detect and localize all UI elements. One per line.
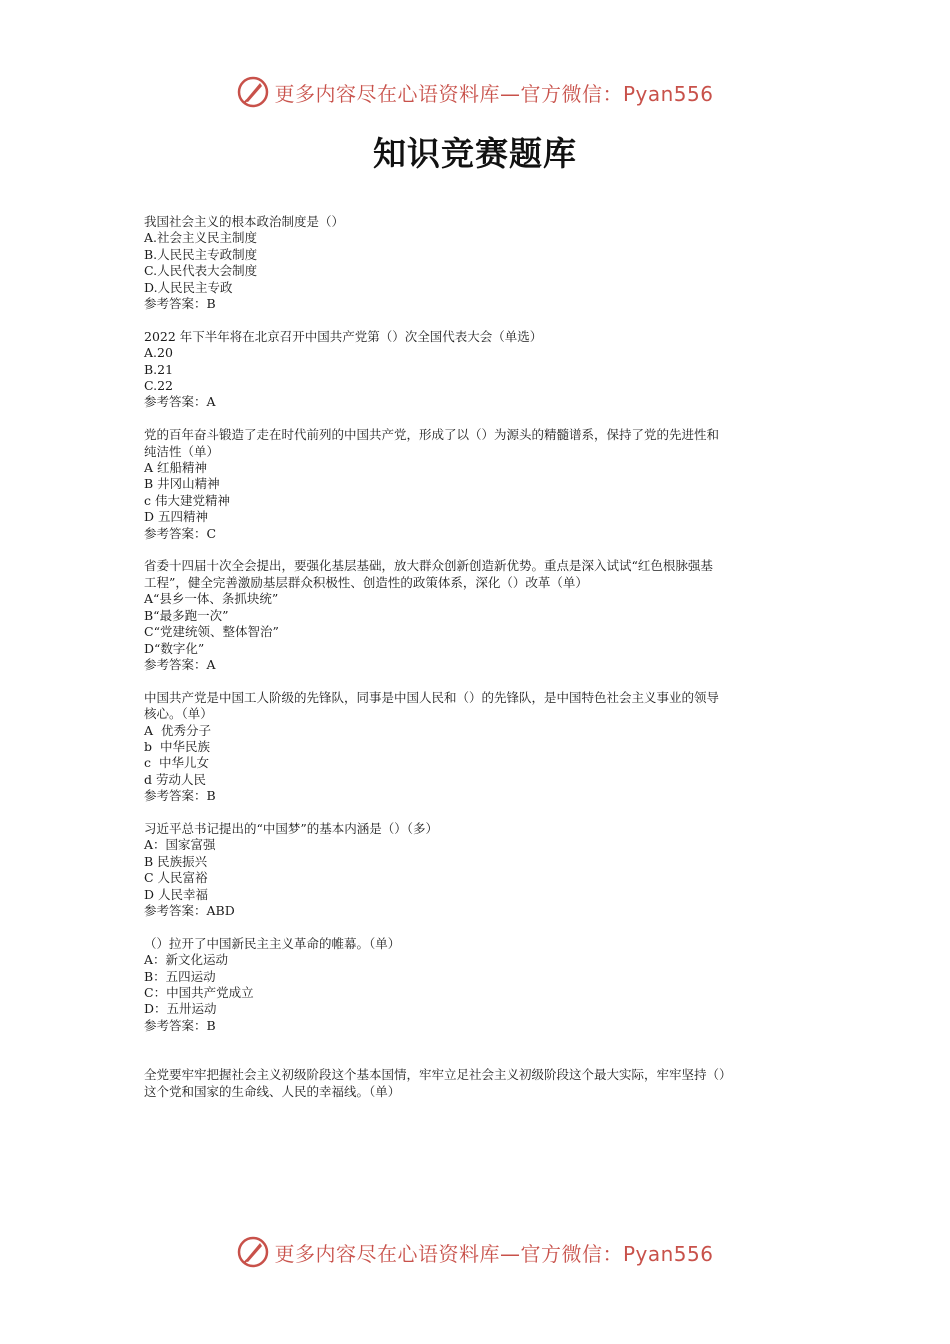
question-line: B 井冈山精神 — [144, 476, 220, 492]
answer-line: 参考答案：B — [144, 788, 216, 804]
question-line: 这个党和国家的生命线、人民的幸福线。（单） — [144, 1083, 401, 1099]
question-line: C.22 — [144, 378, 173, 394]
question-line: c 中华儿女 — [144, 755, 209, 771]
question-line: D 人民幸福 — [144, 886, 208, 902]
answer-line: 参考答案：B — [144, 1017, 216, 1033]
question-text: （）拉开了中国新民主主义革命的帷幕。（单） — [144, 935, 401, 951]
question-block — [144, 329, 816, 411]
answer-line: 参考答案：ABD — [144, 902, 235, 918]
question-block — [144, 427, 816, 542]
page-title: 知识竞赛题库 — [373, 134, 577, 173]
question-text: 党的百年奋斗锻造了走在时代前列的中国共产党，形成了以（）为源头的精髓谱系，保持了党的先进性和 — [144, 427, 720, 443]
question-line: B.人民民主专政制度 — [144, 246, 258, 262]
question-line: C：中国共产党成立 — [144, 985, 254, 1000]
header-banner — [0, 72, 950, 112]
question-text: 中国共产党是中国工人阶级的先锋队，同事是中国人民和（）的先锋队，是中国特色社会主义事业的领导 — [144, 689, 720, 705]
question-block — [144, 1067, 816, 1100]
question-line: 核心。（单） — [144, 706, 213, 722]
question-block — [144, 690, 816, 805]
question-line: c 伟大建党精神 — [144, 492, 230, 508]
question-text: 全党要牢牢把握社会主义初级阶段这个基本国情，牢牢立足社会主义初级阶段这个最大实际，牢牢坚持（） — [144, 1067, 732, 1083]
question-line: 纯洁性（单） — [144, 443, 220, 459]
question-line: C“党建统领、整体智治” — [144, 624, 279, 640]
question-line: C 人民富裕 — [144, 870, 208, 886]
question-line: B“最多跑一次” — [144, 607, 229, 623]
question-line: D 五四精神 — [144, 509, 208, 525]
question-line: A 优秀分子 — [144, 722, 211, 738]
banner-text: 更多内容尽在心语资料库—官方微信：Pyan556 — [274, 1241, 714, 1266]
question-list — [144, 214, 816, 1116]
question-line: A 红船精神 — [144, 460, 208, 476]
footer-banner — [0, 1232, 950, 1272]
answer-line: 参考答案：A — [144, 656, 216, 672]
quill-seal-icon — [236, 1235, 270, 1269]
question-line: D：五卅运动 — [144, 1001, 217, 1017]
question-line: d 劳动人民 — [144, 771, 206, 787]
question-line: A.社会主义民主制度 — [144, 230, 258, 246]
question-text: 2022 年下半年将在北京召开中国共产党第（）次全国代表大会（单选） — [144, 328, 543, 344]
question-block — [144, 936, 816, 1034]
question-line: A.20 — [144, 345, 173, 361]
question-line: B 民族振兴 — [144, 853, 208, 869]
question-line: B：五四运动 — [144, 968, 216, 984]
question-text: 习近平总书记提出的“中国梦”的基本内涵是（）（多） — [144, 820, 439, 836]
question-line: D.人民民主专政 — [144, 279, 233, 295]
question-line: C.人民代表大会制度 — [144, 263, 258, 279]
question-line: D“数字化” — [144, 640, 205, 656]
question-line: B.21 — [144, 361, 174, 377]
question-line: A：国家富强 — [144, 837, 216, 853]
question-block — [144, 821, 816, 919]
question-line: 工程”，健全完善激励基层群众积极性、创造性的政策体系，深化（）改革（单） — [144, 574, 588, 590]
question-text: 省委十四届十次全会提出，要强化基层基础，放大群众创新创造新优势。重点是深入试试“红色根脉强基 — [144, 558, 713, 574]
quill-seal-icon — [236, 75, 270, 109]
banner-text: 更多内容尽在心语资料库—官方微信：Pyan556 — [274, 81, 714, 106]
answer-line: 参考答案：B — [144, 296, 216, 312]
answer-line: 参考答案：C — [144, 525, 217, 541]
question-text: 我国社会主义的根本政治制度是（） — [144, 214, 345, 229]
question-line: b 中华民族 — [144, 738, 210, 754]
question-block — [144, 558, 816, 673]
question-line: A“县乡一体、条抓块统” — [144, 591, 279, 607]
answer-line: 参考答案：A — [144, 394, 216, 410]
question-line: A：新文化运动 — [144, 952, 229, 968]
question-block — [144, 214, 816, 312]
